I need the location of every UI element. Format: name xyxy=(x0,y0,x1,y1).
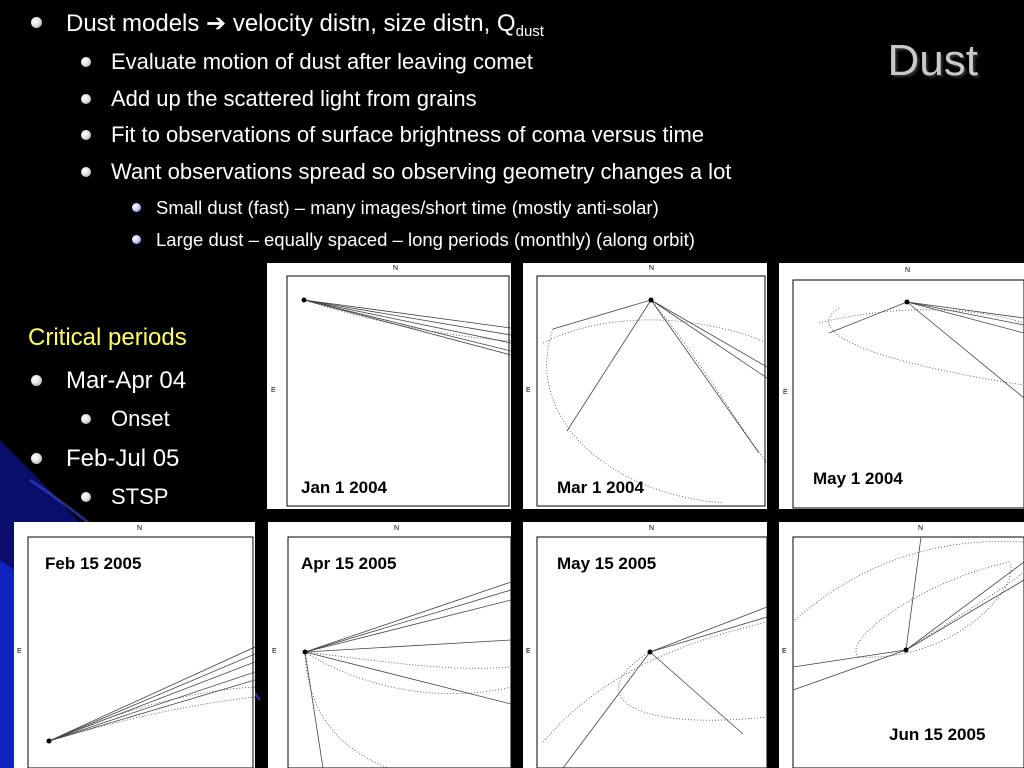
bullet-add-up-light: Add up the scattered light from grains xyxy=(111,86,477,112)
bullet-dot-icon xyxy=(31,17,42,28)
east-label: E xyxy=(272,648,277,655)
bullet-dot-icon xyxy=(31,453,42,464)
north-label: N xyxy=(649,265,655,272)
north-label: N xyxy=(137,525,143,532)
bullet-dot-icon xyxy=(81,94,91,104)
east-label: E xyxy=(271,387,276,394)
critical-periods-heading: Critical periods xyxy=(28,324,187,351)
panel-label: Jun 15 2005 xyxy=(889,725,986,744)
east-label: E xyxy=(526,648,531,655)
bullet-mar-apr-04: Mar-Apr 04 xyxy=(66,367,186,395)
panel-label: May 15 2005 xyxy=(557,554,657,573)
panel-may-15-2005 xyxy=(523,522,767,768)
east-label: E xyxy=(782,648,787,655)
panel-label: Jan 1 2004 xyxy=(301,478,388,497)
north-label: N xyxy=(394,525,400,532)
bullet-dot-icon xyxy=(81,167,91,177)
north-label: N xyxy=(649,525,655,532)
bullet-dot-icon xyxy=(81,130,91,140)
bullet-stsp: STSP xyxy=(111,484,168,510)
east-label: E xyxy=(17,648,22,655)
bullet-want-observations: Want observations spread so observing geometry changes a lot xyxy=(111,159,731,185)
bullet-evaluate-motion: Evaluate motion of dust after leaving comet xyxy=(111,49,533,75)
north-label: N xyxy=(393,265,399,272)
panel-apr-15-2005 xyxy=(268,522,511,768)
panel-label: Mar 1 2004 xyxy=(557,478,644,497)
north-label: N xyxy=(918,525,924,532)
bullet-dot-icon xyxy=(132,203,141,212)
panel-label: Apr 15 2005 xyxy=(301,554,397,573)
bullet-fit-observations: Fit to observations of surface brightness of coma versus time xyxy=(111,122,704,148)
bullet-dot-icon xyxy=(81,57,91,67)
bullet-dot-icon xyxy=(81,492,91,502)
dust-plot-mar-2004 xyxy=(523,263,767,509)
panel-label: Feb 15 2005 xyxy=(45,554,142,573)
bullet-dust-models: Dust models ➔ velocity distn, size distn, $Q_{dust}$ xyxy=(66,9,544,40)
east-label: E xyxy=(783,389,788,396)
panel-may-1-2004 xyxy=(779,263,1024,509)
panel-feb-15-2005 xyxy=(14,522,255,768)
bullet-dot-icon xyxy=(81,414,91,424)
panel-jun-15-2005 xyxy=(779,522,1024,768)
bullet-feb-jul-05: Feb-Jul 05 xyxy=(66,445,179,473)
north-label: N xyxy=(905,267,911,274)
panel-mar-1-2004 xyxy=(523,263,767,509)
panel-label: May 1 2004 xyxy=(813,469,903,488)
bullet-dot-icon xyxy=(31,375,42,386)
slide-title: Dust xyxy=(887,36,978,85)
east-label: E xyxy=(526,387,531,394)
bullet-onset: Onset xyxy=(111,406,170,432)
bullet-small-dust: Small dust (fast) – many images/short time (mostly anti-solar) xyxy=(156,197,659,219)
bullet-dot-icon xyxy=(132,235,141,244)
panel-jan-1-2004 xyxy=(267,263,511,509)
bullet-large-dust: Large dust – equally spaced – long periods (monthly) (along orbit) xyxy=(156,229,695,251)
dust-plot-jan-2004 xyxy=(267,263,511,509)
